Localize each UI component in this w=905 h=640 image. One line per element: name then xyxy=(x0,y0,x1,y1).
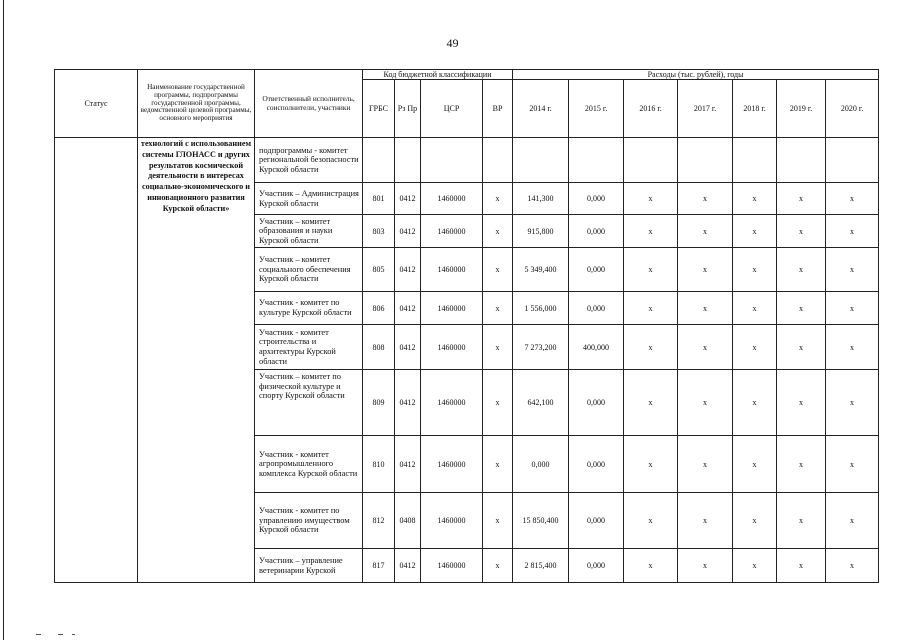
value-cell: x xyxy=(624,248,678,292)
vr-cell: x xyxy=(483,248,513,292)
grbs-cell: 805 xyxy=(363,248,395,292)
value-cell: x xyxy=(777,493,826,549)
value-cell: x xyxy=(624,549,678,583)
value-cell: x xyxy=(733,549,777,583)
vr-cell: x xyxy=(483,215,513,248)
grbs-cell: 810 xyxy=(363,436,395,493)
value-cell: x xyxy=(777,549,826,583)
header-rzpr: Рз Пр xyxy=(395,80,421,138)
csr-cell: 1460000 xyxy=(421,325,483,370)
value-cell: x xyxy=(624,292,678,325)
executor-cell: Участник – комитет по физической культуре и спорту Курской области xyxy=(255,370,363,436)
header-expenses: Расходы (тыс. рублей), годы xyxy=(513,70,879,80)
rzpr-cell: 0412 xyxy=(395,370,421,436)
header-grbs: ГРБС xyxy=(363,80,395,138)
header-status: Статус xyxy=(55,70,138,138)
vr-cell: x xyxy=(483,325,513,370)
value-cell xyxy=(733,138,777,183)
csr-cell: 1460000 xyxy=(421,370,483,436)
csr-cell: 1460000 xyxy=(421,493,483,549)
header-year: 2020 г. xyxy=(826,80,879,138)
executor-cell: Участник - комитет по управлению имуществом Курской области xyxy=(255,493,363,549)
rzpr-cell: 0412 xyxy=(395,215,421,248)
vr-cell: x xyxy=(483,370,513,436)
value-cell: x xyxy=(678,325,733,370)
rzpr-cell: 0412 xyxy=(395,248,421,292)
scan-artifact xyxy=(58,634,63,635)
value-cell: x xyxy=(777,370,826,436)
header-csr: ЦСР xyxy=(421,80,483,138)
grbs-cell: 801 xyxy=(363,183,395,215)
value-cell: 0,000 xyxy=(569,549,624,583)
csr-cell: 1460000 xyxy=(421,215,483,248)
csr-cell xyxy=(421,138,483,183)
value-cell: x xyxy=(624,325,678,370)
value-cell: 400,000 xyxy=(569,325,624,370)
vr-cell: x xyxy=(483,183,513,215)
value-cell: x xyxy=(777,325,826,370)
value-cell: x xyxy=(678,549,733,583)
executor-cell: Участник - комитет по культуре Курской области xyxy=(255,292,363,325)
value-cell: x xyxy=(733,183,777,215)
value-cell: x xyxy=(826,183,879,215)
vr-cell xyxy=(483,138,513,183)
rzpr-cell: 0412 xyxy=(395,549,421,583)
vr-cell: x xyxy=(483,292,513,325)
value-cell: 642,100 xyxy=(513,370,569,436)
value-cell: 15 850,400 xyxy=(513,493,569,549)
status-cell xyxy=(55,138,138,583)
value-cell: x xyxy=(826,248,879,292)
value-cell: x xyxy=(777,436,826,493)
vr-cell: x xyxy=(483,493,513,549)
value-cell: x xyxy=(624,436,678,493)
value-cell: 7 273,200 xyxy=(513,325,569,370)
executor-cell: Участник - комитет агропромышленного комплекса Курской области xyxy=(255,436,363,493)
value-cell: 0,000 xyxy=(569,370,624,436)
grbs-cell: 806 xyxy=(363,292,395,325)
page-number: 49 xyxy=(446,36,459,50)
scan-artifact xyxy=(36,634,41,635)
grbs-cell xyxy=(363,138,395,183)
margin-rule xyxy=(3,0,4,640)
value-cell: 0,000 xyxy=(569,248,624,292)
value-cell: 0,000 xyxy=(569,493,624,549)
value-cell: 5 349,400 xyxy=(513,248,569,292)
vr-cell: x xyxy=(483,436,513,493)
value-cell: 0,000 xyxy=(569,183,624,215)
value-cell: x xyxy=(733,248,777,292)
rzpr-cell: 0412 xyxy=(395,325,421,370)
value-cell: x xyxy=(733,325,777,370)
value-cell: x xyxy=(624,215,678,248)
value-cell: x xyxy=(678,292,733,325)
value-cell: x xyxy=(826,292,879,325)
header-vr: ВР xyxy=(483,80,513,138)
executor-cell: подпрограммы - комитет региональной безопасности Курской области xyxy=(255,138,363,183)
header-year: 2015 г. xyxy=(569,80,624,138)
rzpr-cell: 0412 xyxy=(395,436,421,493)
value-cell: x xyxy=(733,436,777,493)
value-cell: x xyxy=(624,183,678,215)
rzpr-cell: 0412 xyxy=(395,183,421,215)
value-cell: x xyxy=(826,549,879,583)
csr-cell: 1460000 xyxy=(421,549,483,583)
scan-artifact xyxy=(72,634,75,635)
value-cell: x xyxy=(777,215,826,248)
csr-cell: 1460000 xyxy=(421,183,483,215)
value-cell: x xyxy=(678,183,733,215)
csr-cell: 1460000 xyxy=(421,436,483,493)
value-cell: x xyxy=(826,436,879,493)
grbs-cell: 812 xyxy=(363,493,395,549)
program-name-cell: технологий с использованием системы ГЛОНАСС и других результатов космической деятельности в интересах социально-экономического и инновационного развития Курской области» xyxy=(138,138,255,583)
executor-cell: Участник - комитет строительства и архитектуры Курской области xyxy=(255,325,363,370)
value-cell: 1 556,000 xyxy=(513,292,569,325)
value-cell: x xyxy=(826,325,879,370)
rzpr-cell: 0412 xyxy=(395,292,421,325)
value-cell: x xyxy=(733,493,777,549)
header-year: 2019 г. xyxy=(777,80,826,138)
header-year: 2018 г. xyxy=(733,80,777,138)
value-cell: x xyxy=(733,370,777,436)
value-cell: x xyxy=(777,183,826,215)
value-cell xyxy=(826,138,879,183)
csr-cell: 1460000 xyxy=(421,292,483,325)
value-cell: x xyxy=(777,292,826,325)
table-row xyxy=(55,138,879,183)
value-cell: 0,000 xyxy=(513,436,569,493)
value-cell: x xyxy=(826,215,879,248)
vr-cell: x xyxy=(483,549,513,583)
value-cell: 2 815,400 xyxy=(513,549,569,583)
budget-table xyxy=(54,69,879,583)
value-cell: x xyxy=(624,493,678,549)
header-executor: Ответственный исполнитель, соисполнители, участники xyxy=(255,70,363,138)
value-cell xyxy=(624,138,678,183)
header-year: 2014 г. xyxy=(513,80,569,138)
executor-cell: Участник – Администрация Курской области xyxy=(255,183,363,215)
value-cell xyxy=(678,138,733,183)
executor-cell: Участник – управление ветеринарии Курской xyxy=(255,549,363,583)
header-name: Наименование государственной программы, подпрограммы государственной программы, ведомственной целевой программы, основного мероприятия xyxy=(138,70,255,138)
value-cell xyxy=(777,138,826,183)
value-cell: x xyxy=(678,370,733,436)
grbs-cell: 808 xyxy=(363,325,395,370)
value-cell xyxy=(513,138,569,183)
executor-cell: Участник – комитет образования и науки Курской области xyxy=(255,215,363,248)
rzpr-cell xyxy=(395,138,421,183)
grbs-cell: 817 xyxy=(363,549,395,583)
executor-cell: Участник – комитет социального обеспечения Курской области xyxy=(255,248,363,292)
value-cell: x xyxy=(624,370,678,436)
value-cell: x xyxy=(733,292,777,325)
rzpr-cell: 0408 xyxy=(395,493,421,549)
value-cell: x xyxy=(678,493,733,549)
value-cell: x xyxy=(678,215,733,248)
grbs-cell: 809 xyxy=(363,370,395,436)
value-cell: x xyxy=(678,436,733,493)
value-cell: 0,000 xyxy=(569,436,624,493)
header-year: 2016 г. xyxy=(624,80,678,138)
value-cell: 0,000 xyxy=(569,215,624,248)
header-year: 2017 г. xyxy=(678,80,733,138)
header-budget-code: Код бюджетной классификации xyxy=(363,70,513,80)
value-cell: x xyxy=(777,248,826,292)
value-cell: x xyxy=(826,370,879,436)
value-cell: 0,000 xyxy=(569,292,624,325)
value-cell: x xyxy=(678,248,733,292)
value-cell: 915,800 xyxy=(513,215,569,248)
value-cell: x xyxy=(733,215,777,248)
csr-cell: 1460000 xyxy=(421,248,483,292)
value-cell: x xyxy=(826,493,879,549)
grbs-cell: 803 xyxy=(363,215,395,248)
value-cell xyxy=(569,138,624,183)
value-cell: 141,300 xyxy=(513,183,569,215)
